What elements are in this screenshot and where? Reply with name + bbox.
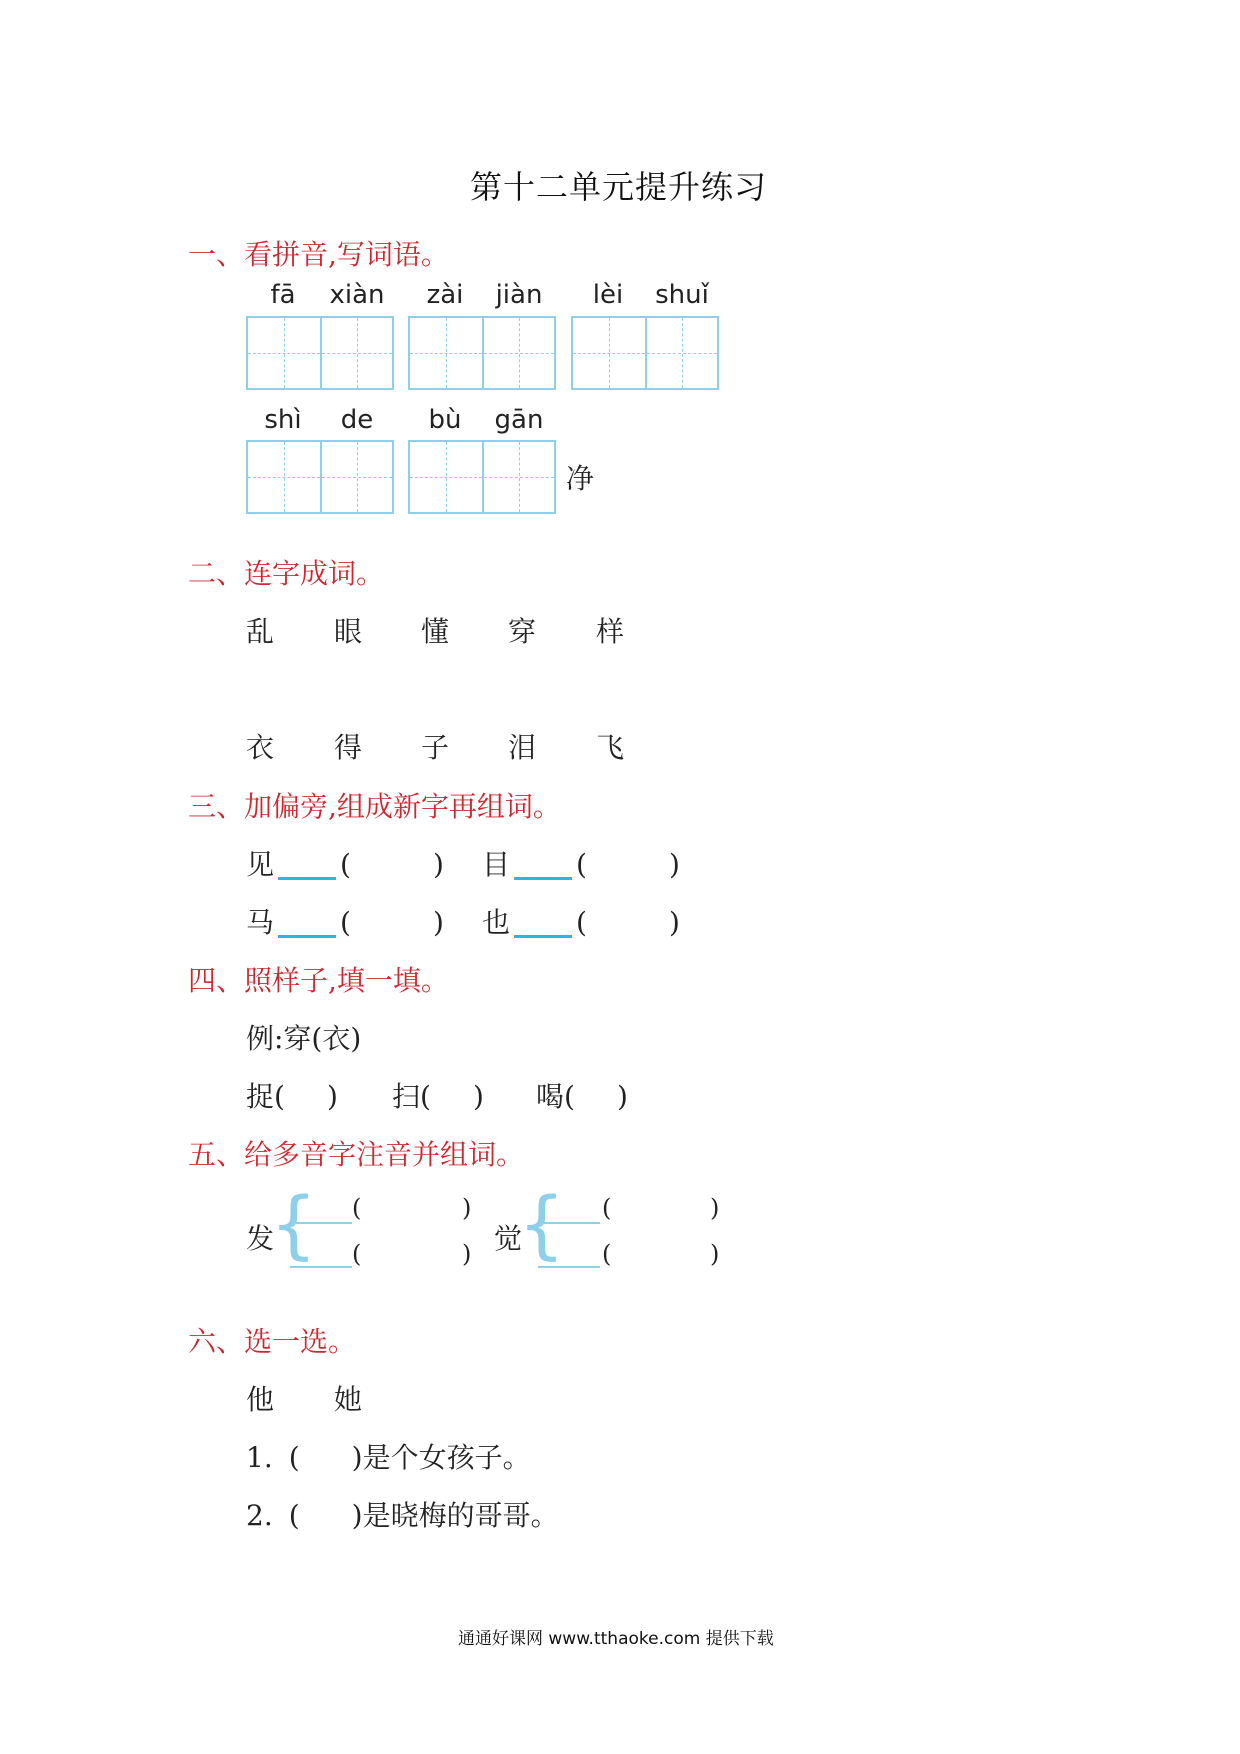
fill-item: 扫( ): [392, 1080, 484, 1113]
radical-blank[interactable]: [514, 853, 572, 880]
pinyin: xiàn: [329, 280, 385, 310]
radical-item: 目 ( ): [482, 848, 680, 881]
char-top[interactable]: 懂: [421, 615, 450, 648]
pinyin: gān: [494, 405, 544, 435]
base-char: 也: [482, 906, 511, 939]
suffix-char: 净: [566, 462, 595, 495]
pinyin-blank[interactable]: [290, 1222, 352, 1224]
question-text: )是晓梅的哥哥。: [351, 1499, 559, 1532]
question-text: )是个女孩子。: [351, 1441, 531, 1474]
option: 他: [246, 1383, 275, 1416]
example: 例:穿(衣): [246, 1022, 362, 1055]
char-top[interactable]: 穿: [508, 615, 537, 648]
question-1: 1. ( )是个女孩子。: [246, 1441, 531, 1474]
pinyin: shì: [264, 405, 302, 435]
word-paren[interactable]: ): [710, 1194, 720, 1222]
pinyin: de: [340, 405, 374, 435]
section-4-heading: 四、照样子,填一填。: [188, 964, 449, 997]
page-title: 第十二单元提升练习: [470, 168, 768, 206]
footer-text: 通通好课网 www.tthaoke.com 提供下载: [458, 1629, 774, 1649]
writing-box-pair[interactable]: [408, 316, 556, 390]
section-3-heading: 三、加偏旁,组成新字再组词。: [188, 790, 561, 823]
word-paren[interactable]: (: [352, 1240, 362, 1268]
char-bottom[interactable]: 衣: [246, 731, 275, 764]
brace-icon: {: [270, 1182, 318, 1268]
char-top[interactable]: 眼: [334, 615, 363, 648]
word-paren[interactable]: ): [462, 1240, 472, 1268]
question-number: 2.: [246, 1499, 273, 1532]
radical-blank[interactable]: [278, 853, 336, 880]
item-char: 捉: [246, 1080, 275, 1113]
radical-blank[interactable]: [278, 911, 336, 938]
pinyin: fā: [270, 280, 296, 310]
section-6-heading: 六、选一选。: [188, 1325, 357, 1358]
radical-item: 见 ( ): [246, 848, 444, 881]
writing-box-pair[interactable]: [571, 316, 719, 390]
brace-icon: {: [518, 1182, 566, 1268]
polyphone-char: 发: [246, 1222, 275, 1255]
char-bottom[interactable]: 泪: [508, 731, 537, 764]
base-char: 目: [482, 848, 511, 881]
pinyin-blank[interactable]: [538, 1266, 600, 1268]
radical-item: 马 ( ): [246, 906, 444, 939]
question-2: 2. ( )是晓梅的哥哥。: [246, 1499, 559, 1532]
char-bottom[interactable]: 飞: [596, 731, 625, 764]
fill-item: 捉( ): [246, 1080, 338, 1113]
pinyin: lèi: [592, 280, 624, 310]
word-paren[interactable]: ): [710, 1240, 720, 1268]
pinyin: jiàn: [495, 280, 543, 310]
question-number: 1.: [246, 1441, 273, 1474]
pinyin-blank[interactable]: [290, 1266, 352, 1268]
char-bottom[interactable]: 子: [421, 731, 450, 764]
pinyin: bù: [428, 405, 462, 435]
section-2-heading: 二、连字成词。: [188, 557, 385, 590]
pinyin: shuǐ: [655, 280, 709, 310]
section-1-heading: 一、看拼音,写词语。: [188, 238, 449, 271]
radical-item: 也 ( ): [482, 906, 680, 939]
pinyin-blank[interactable]: [538, 1222, 600, 1224]
writing-box-pair[interactable]: [246, 316, 394, 390]
polyphone-char: 觉: [494, 1222, 523, 1255]
word-paren[interactable]: (: [352, 1194, 362, 1222]
word-paren[interactable]: ): [462, 1194, 472, 1222]
char-top[interactable]: 样: [596, 615, 625, 648]
base-char: 见: [246, 848, 275, 881]
writing-box-pair[interactable]: [246, 440, 394, 514]
option: 她: [334, 1383, 363, 1416]
word-paren[interactable]: (: [602, 1240, 612, 1268]
pinyin: zài: [426, 280, 464, 310]
writing-box-pair[interactable]: [408, 440, 556, 514]
item-char: 扫: [392, 1080, 421, 1113]
word-paren[interactable]: (: [602, 1194, 612, 1222]
char-bottom[interactable]: 得: [334, 731, 363, 764]
char-top[interactable]: 乱: [246, 615, 275, 648]
item-char: 喝: [536, 1080, 565, 1113]
fill-item: 喝( ): [536, 1080, 628, 1113]
section-5-heading: 五、给多音字注音并组词。: [188, 1138, 525, 1171]
base-char: 马: [246, 906, 275, 939]
radical-blank[interactable]: [514, 911, 572, 938]
